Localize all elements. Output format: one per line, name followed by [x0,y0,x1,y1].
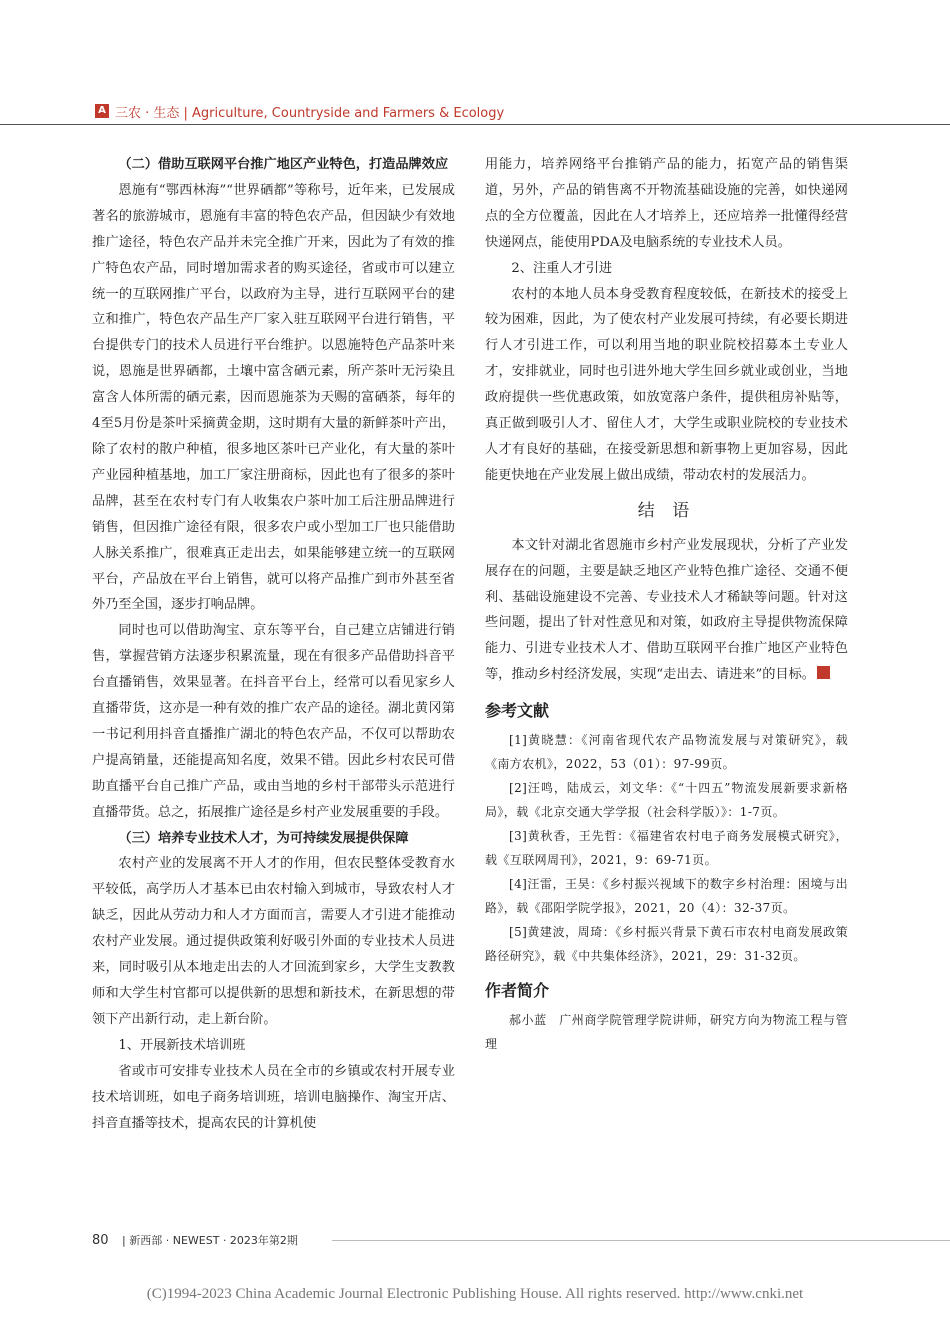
references-heading: 参考文献 [485,701,550,721]
reference-item: [3]黄秋香，王先哲：《福建省农村电子商务发展模式研究》，载《互联网周刊》，2021，9：69-71页。 [485,829,848,868]
author-bio: 郝小蓝 广州商学院管理学院讲师，研究方向为物流工程与管理 [485,1012,848,1051]
end-mark-icon [817,666,830,679]
reference-item: [5]黄建波，周琦：《乡村振兴背景下黄石市农村电商发展政策路径研究》，载《中共集体经济》，2021，29：31-32页。 [485,925,848,964]
paragraph: 农村产业的发展离不开人才的作用，但农民整体受教育水平较低，高学历人才基本已由农村输入到城市，导致农村人才缺乏，因此从劳动力和人才方面而言，需要人才引进才能推动农村产业发展。通过提供政策利好吸引外面的专业技术人员进来，同时吸引从本地走出去的人才回流到家乡，大学生支教教师和大学生村官都可以提供新的思想和新技术，在新思想的带领下产出新行动，走上新台阶。 [92,856,455,1027]
subheading-training: 1、开展新技术培训班 [118,1037,246,1053]
paragraph: 同时也可以借助淘宝、京东等平台，自己建立店铺进行销售，掌握营销方法逐步积累流量，现在有很多产品借助抖音平台直播销售，效果显著。在抖音平台上，经常可以看见家乡人直播带货，这亦是一种有效的推广农产品的途径。湖北黄冈第一书记利用抖音直播推广湖北的特色农产品，不仅可以帮助农户提高销量，还能提高知名度，效果不错。因此乡村农民可借助直播平台自己推广产品，或由当地的乡村干部带头示范进行直播带货。总之，拓展推广途径是乡村产业发展重要的手段。 [92,623,455,820]
left-column [92,152,455,1136]
journal-logo-icon: A [95,104,109,118]
section-heading-3: （三）培养专业技术人才，为可持续发展提供保障 [118,830,409,846]
conclusion-heading: 结 语 [637,500,696,521]
reference-item: [2]汪鸣，陆成云，刘文华：《“十四五”物流发展新要求新格局》，载《北京交通大学学报（社会科学版）》：1-7页。 [485,781,848,820]
paragraph: 省或市可安排专业技术人员在全市的乡镇或农村开展专业技术培训班，如电子商务培训班，培训电脑操作、淘宝开店、抖音直播等技术，提高农民的计算机使 [92,1063,455,1131]
page-footer [92,1232,298,1248]
reference-item: [1]黄晓慧：《河南省现代农产品物流发展与对策研究》，载《南方农机》，2022，53（01）：97-99页。 [485,733,848,772]
page-number: 80 [92,1233,109,1248]
footer-journal: | 新西部 · NEWEST · 2023年第2期 [122,1234,298,1247]
right-column [485,152,848,1056]
header-divider [0,124,950,125]
paragraph: 用能力，培养网络平台推销产品的能力，拓宽产品的销售渠道，另外，产品的销售离不开物流基础设施的完善，如快递网点的全方位覆盖，因此在人才培养上，还应培养一批懂得经营快递网点，能使用PDA及电脑系统的专业技术人员。 [485,157,848,250]
subheading-talent: 2、注重人才引进 [511,260,613,276]
section-heading-2: （二）借助互联网平台推广地区产业特色，打造品牌效应 [118,157,449,172]
header-text: 三农 · 生态 | Agriculture, Countryside and Farmers & Ecology [115,105,505,121]
conclusion-text: 本文针对湖北省恩施市乡村产业发展现状，分析了产业发展存在的问题，主要是缺乏地区产业特色推广途径、交通不便利、基础设施建设不完善、专业技术人才稀缺等问题。针对这些问题，提出了针对性意见和对策，如政府主导提供物流保障能力、引进专业技术人才、借助互联网平台推广地区产业特色等，推动乡村经济发展，实现“走出去、请进来”的目标。 [485,537,848,683]
reference-item: [4]汪雷，王昊：《乡村振兴视域下的数字乡村治理：困境与出路》，载《邵阳学院学报》，2021，20（4）：32-37页。 [485,877,848,916]
conclusion-paragraph [485,533,848,688]
copyright-notice: (C)1994-2023 China Academic Journal Electronic Publishing House. All rights reserved. http://www.cnki.net [146,1286,804,1302]
paragraph: 恩施有“鄂西林海”“世界硒都”等称号，近年来，已发展成著名的旅游城市，恩施有丰富的特色农产品，但因缺少有效地推广途径，特色农产品并未完全推广开来，因此为了有效的推广特色农产品，同时增加需求者的购买途径，省或市可以建立统一的互联网推广平台，以政府为主导，进行互联网平台的建立和推广，特色农产品生产厂家入驻互联网平台进行销售，平台提供专门的技术人员进行平台维护。以恩施特色产品茶叶来说，恩施是世界硒都，土壤中富含硒元素，所产茶叶无污染且富含人体所需的硒元素，因而恩施茶为天赐的富硒茶，每年的4至5月份是茶叶采摘黄金期，这时期有大量的新鲜茶叶产出，除了农村的散户种植，很多地区茶叶已产业化，有大量的茶叶产业园种植基地，加工厂家注册商标，因此也有了很多的茶叶品牌，甚至在农村专门有人收集农户茶叶加工后注册品牌进行销售，但因推广途径有限，很多农户或小型加工厂也只能借助人脉关系推广，很难真正走出去，如果能够建立统一的互联网平台，产品放在平台上销售，就可以将产品推广到市外甚至省外乃至全国，逐步打响品牌。 [92,182,455,613]
paragraph: 农村的本地人员本身受教育程度较低，在新技术的接受上较为困难，因此，为了使农村产业发展可持续，有必要长期进行人才引进工作，可以利用当地的职业院校招募本土专业人才，安排就业，同时也引进外地大学生回乡就业或创业，当地政府提供一些优惠政策，如放宽落户条件，提供租房补贴等，真正做到吸引人才、留住人才，大学生或职业院校的专业技术人才有良好的基础，在接受新思想和新事物上更加容易，因此能更快地在产业发展上做出成绩，带动农村的发展活力。 [485,286,848,483]
footer-divider [332,1240,950,1241]
author-heading: 作者简介 [485,981,550,1001]
running-header [95,100,504,122]
